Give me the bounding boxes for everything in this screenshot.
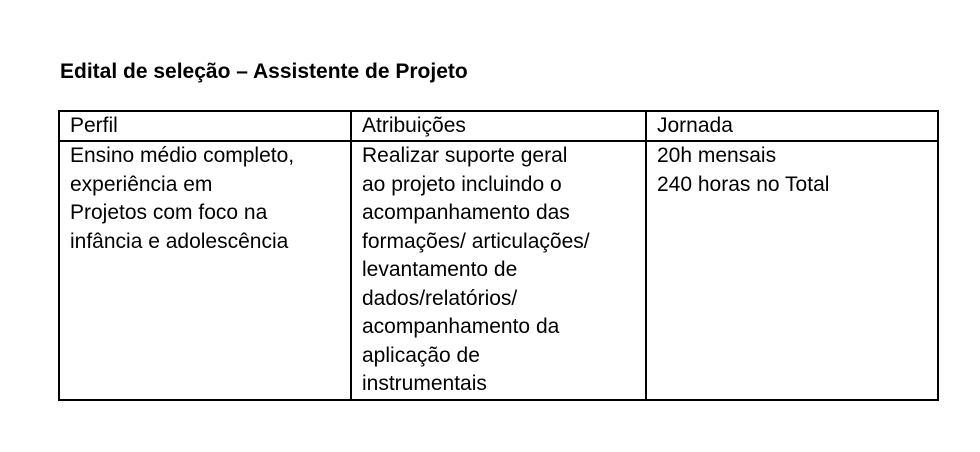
perfil-line: experiência em (70, 172, 213, 196)
atribuicoes-line: acompanhamento da (362, 315, 560, 338)
jornada-line: 240 horas no Total (657, 172, 830, 196)
column-header-atribuicoes: Atribuições (351, 111, 646, 141)
cell-atribuicoes (351, 141, 646, 400)
perfil-line: infância e adolescência (70, 229, 289, 253)
atribuicoes-line: formações/ articulações/ (362, 229, 590, 253)
column-header-perfil: Perfil (59, 111, 351, 141)
atribuicoes-line: levantamento de (362, 258, 518, 281)
perfil-line: Projetos com foco na (70, 201, 268, 224)
document-title: Edital de seleção – Assistente de Projeto (60, 60, 468, 83)
jornada-line: 20h mensais (657, 144, 777, 167)
column-header-jornada: Jornada (646, 111, 938, 141)
atribuicoes-line: dados/relatórios/ (362, 286, 518, 310)
atribuicoes-line: ao projeto incluindo o (362, 172, 562, 196)
cell-jornada (646, 141, 938, 400)
atribuicoes-line: aplicação de (362, 343, 480, 367)
atribuicoes-line: acompanhamento das (362, 201, 570, 224)
cell-perfil (59, 141, 351, 400)
selection-table (58, 110, 939, 401)
table-header-row (59, 111, 938, 141)
perfil-line: Ensino médio completo, (70, 144, 295, 167)
atribuicoes-line: Realizar suporte geral (362, 144, 568, 167)
atribuicoes-line: instrumentais (362, 372, 487, 395)
table-row (59, 141, 938, 400)
